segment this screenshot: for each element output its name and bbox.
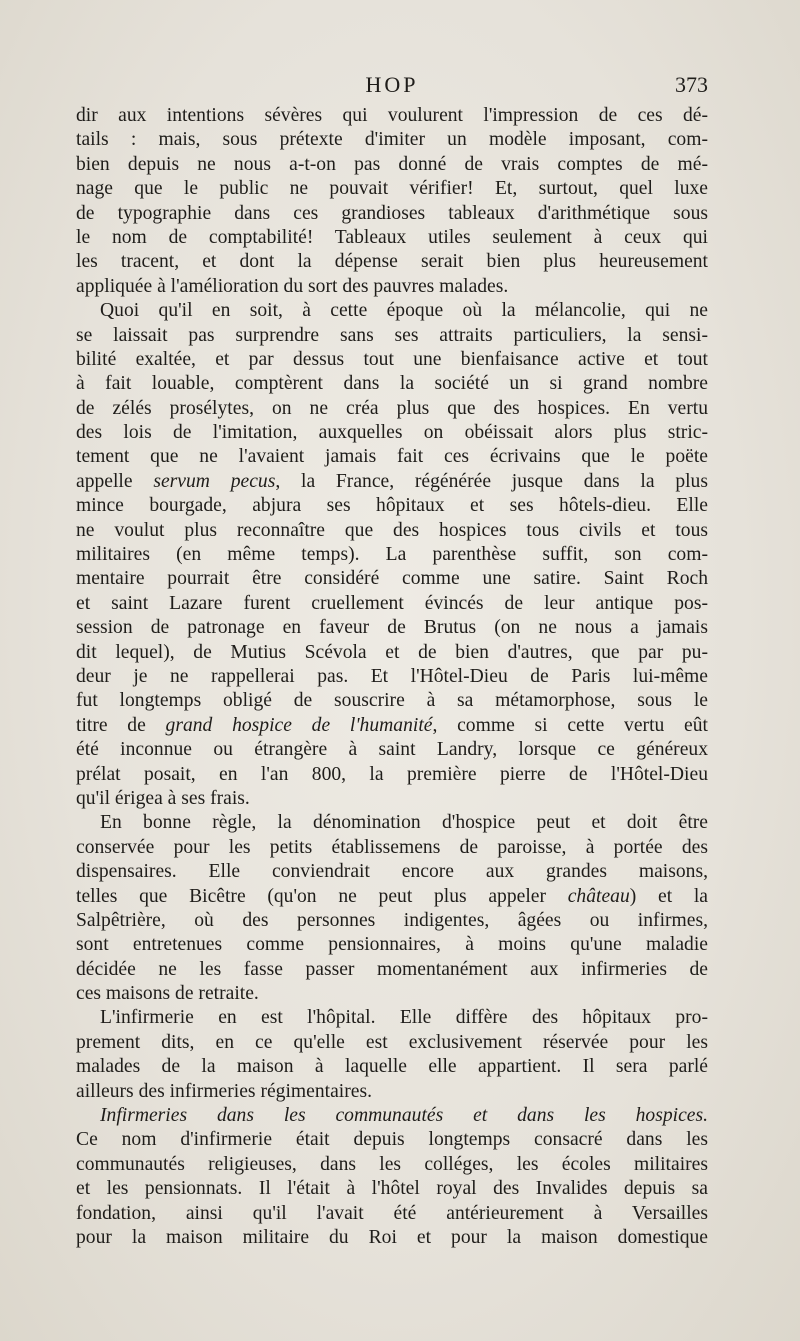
text-segment: de zélés prosélytes, on ne créa plus que des hospices. En vertu (76, 397, 708, 419)
text-line (76, 543, 708, 567)
text-segment: de typographie dans ces grandioses tableaux d'arithmétique sous (76, 202, 708, 224)
text-segment: Salpêtrière, où des personnes indigentes, âgées ou infirmes, (76, 909, 708, 931)
text-line (76, 153, 708, 177)
text-segment: session de patronage en faveur de Brutus (on ne nous a jamais (76, 617, 708, 639)
text-segment: nage que le public ne pouvait vérifier! Et, surtout, quel luxe (76, 178, 708, 200)
text-line (76, 933, 708, 957)
text-segment: prement dits, en ce qu'elle est exclusivement réservée pour les (76, 1031, 708, 1053)
page-number: 373 (675, 72, 708, 97)
text-segment: sont entretenues comme pensionnaires, à moins qu'une maladie (76, 934, 708, 956)
text-segment: qu'il érigea à ses frais. (76, 787, 250, 809)
text-segment: fondation, ainsi qu'il l'avait été antérieurement à Versailles (76, 1202, 708, 1224)
text-segment: mince bourgade, abjura ses hôpitaux et ses hôtels-dieu. Elle (76, 495, 708, 517)
text-segment: militaires (en même temps). La parenthèse suffit, son com- (76, 544, 708, 566)
text-line (76, 1226, 708, 1250)
text-line (76, 128, 708, 152)
text-line (76, 1055, 708, 1079)
text-segment: dir aux intentions sévères qui voulurent l'impression de ces dé- (76, 105, 708, 126)
text-segment: les tracent, et dont la dépense serait bien plus heureusement (76, 251, 708, 273)
text-line (76, 592, 708, 616)
text-segment: titre de (76, 714, 166, 736)
text-line (76, 250, 708, 274)
text-line (76, 787, 708, 811)
text-line (76, 104, 708, 128)
text-segment: ces maisons de retraite. (76, 983, 259, 1005)
text-line (76, 1104, 708, 1128)
text-line (76, 1006, 708, 1030)
text-line (76, 1153, 708, 1177)
text-segment: Quoi qu'il en soit, à cette époque où la mélancolie, qui ne (100, 300, 708, 322)
text-segment: Ce nom d'infirmerie était depuis longtemps consacré dans les (76, 1129, 708, 1151)
text-line (76, 811, 708, 835)
text-line (76, 665, 708, 689)
text-line (76, 689, 708, 713)
text-segment: dit lequel), de Mutius Scévola et de bien d'autres, que par pu- (76, 641, 708, 663)
italic-text: château (567, 885, 630, 907)
text-line (76, 958, 708, 982)
text-segment: prélat posait, en l'an 800, la première pierre de l'Hôtel-Dieu (76, 763, 708, 785)
text-line (76, 616, 708, 640)
text-line (76, 519, 708, 543)
text-line (76, 372, 708, 396)
text-line (76, 763, 708, 787)
text-line (76, 299, 708, 323)
text-segment: deur je ne rappellerai pas. Et l'Hôtel-Dieu de Paris lui-même (76, 665, 708, 687)
text-segment: conservée pour les petits établissemens de paroisse, à portée des (76, 836, 708, 858)
text-segment: ne voulut plus reconnaître que des hospices tous civils et tous (76, 519, 708, 541)
page-header (76, 72, 708, 102)
text-segment: tement que ne l'avaient jamais fait ces écrivains que le poëte (76, 446, 708, 468)
text-segment: appliquée à l'amélioration du sort des pauvres malades. (76, 275, 509, 297)
italic-text: servum pecus (153, 470, 276, 492)
text-line (76, 567, 708, 591)
text-segment: et les pensionnats. Il l'était à l'hôtel royal des Invalides depuis sa (76, 1178, 708, 1200)
text-segment: malades de la maison à laquelle elle appartient. Il sera parlé (76, 1056, 708, 1078)
text-segment: fut longtemps obligé de souscrire à sa métamorphose, sous le (76, 690, 708, 712)
text-segment: mentaire pourrait être considéré comme une satire. Saint Roch (76, 568, 708, 590)
text-segment: le nom de comptabilité! Tableaux utiles seulement à ceux qui (76, 226, 708, 248)
italic-text: Infirmeries dans les communautés et dans les hospices. (100, 1105, 708, 1127)
text-line (76, 738, 708, 762)
text-segment: ) et la (629, 885, 708, 907)
text-line (76, 177, 708, 201)
text-line (76, 202, 708, 226)
text-line (76, 714, 708, 738)
body-text (76, 104, 708, 1250)
text-line (76, 641, 708, 665)
text-line (76, 982, 708, 1006)
text-line (76, 275, 708, 299)
text-segment: communautés religieuses, dans les colléges, les écoles militaires (76, 1153, 708, 1175)
italic-text: grand hospice de l'humanité (165, 714, 433, 736)
text-segment: dispensaires. Elle conviendrait encore aux grandes maisons, (76, 861, 708, 883)
text-segment: bien depuis ne nous a-t-on pas donné de vrais comptes de mé- (76, 153, 708, 175)
text-line (76, 226, 708, 250)
text-line (76, 348, 708, 372)
text-line (76, 494, 708, 518)
text-line (76, 445, 708, 469)
text-segment: , comme si cette vertu eût (432, 714, 708, 736)
text-line (76, 1031, 708, 1055)
text-line (76, 397, 708, 421)
text-segment: tails : mais, sous prétexte d'imiter un modèle imposant, com- (76, 129, 708, 151)
text-segment: se laissait pas surprendre sans ses attraits particuliers, la sensi- (76, 324, 708, 346)
text-segment: , la France, régénérée jusque dans la plus (275, 470, 708, 492)
text-segment: L'infirmerie en est l'hôpital. Elle diffère des hôpitaux pro- (100, 1007, 708, 1029)
text-segment: des lois de l'imitation, auxquelles on obéissait alors plus stric- (76, 422, 708, 444)
text-segment: et saint Lazare furent cruellement évincés de leur antique pos- (76, 592, 708, 614)
text-line (76, 1177, 708, 1201)
text-line (76, 470, 708, 494)
text-segment: décidée ne les fasse passer momentanément aux infirmeries de (76, 958, 708, 980)
text-segment: été inconnue ou étrangère à saint Landry, lorsque ce généreux (76, 739, 708, 761)
text-segment: ailleurs des infirmeries régimentaires. (76, 1080, 372, 1102)
text-line (76, 1080, 708, 1104)
text-line (76, 324, 708, 348)
running-head: HOP (365, 72, 419, 97)
text-line (76, 836, 708, 860)
text-segment: pour la maison militaire du Roi et pour la maison domestique (76, 1226, 708, 1248)
text-segment: appelle (76, 470, 154, 492)
text-line (76, 1128, 708, 1152)
text-line (76, 421, 708, 445)
text-segment: bilité exaltée, et par dessus tout une bienfaisance active et tout (76, 348, 708, 370)
text-line (76, 885, 708, 909)
text-line (76, 909, 708, 933)
text-segment: telles que Bicêtre (qu'on ne peut plus appeler (76, 885, 568, 907)
text-segment: à fait louable, comptèrent dans la société un si grand nombre (76, 373, 708, 395)
text-line (76, 860, 708, 884)
text-line (76, 1202, 708, 1226)
text-segment: En bonne règle, la dénomination d'hospice peut et doit être (100, 812, 708, 834)
